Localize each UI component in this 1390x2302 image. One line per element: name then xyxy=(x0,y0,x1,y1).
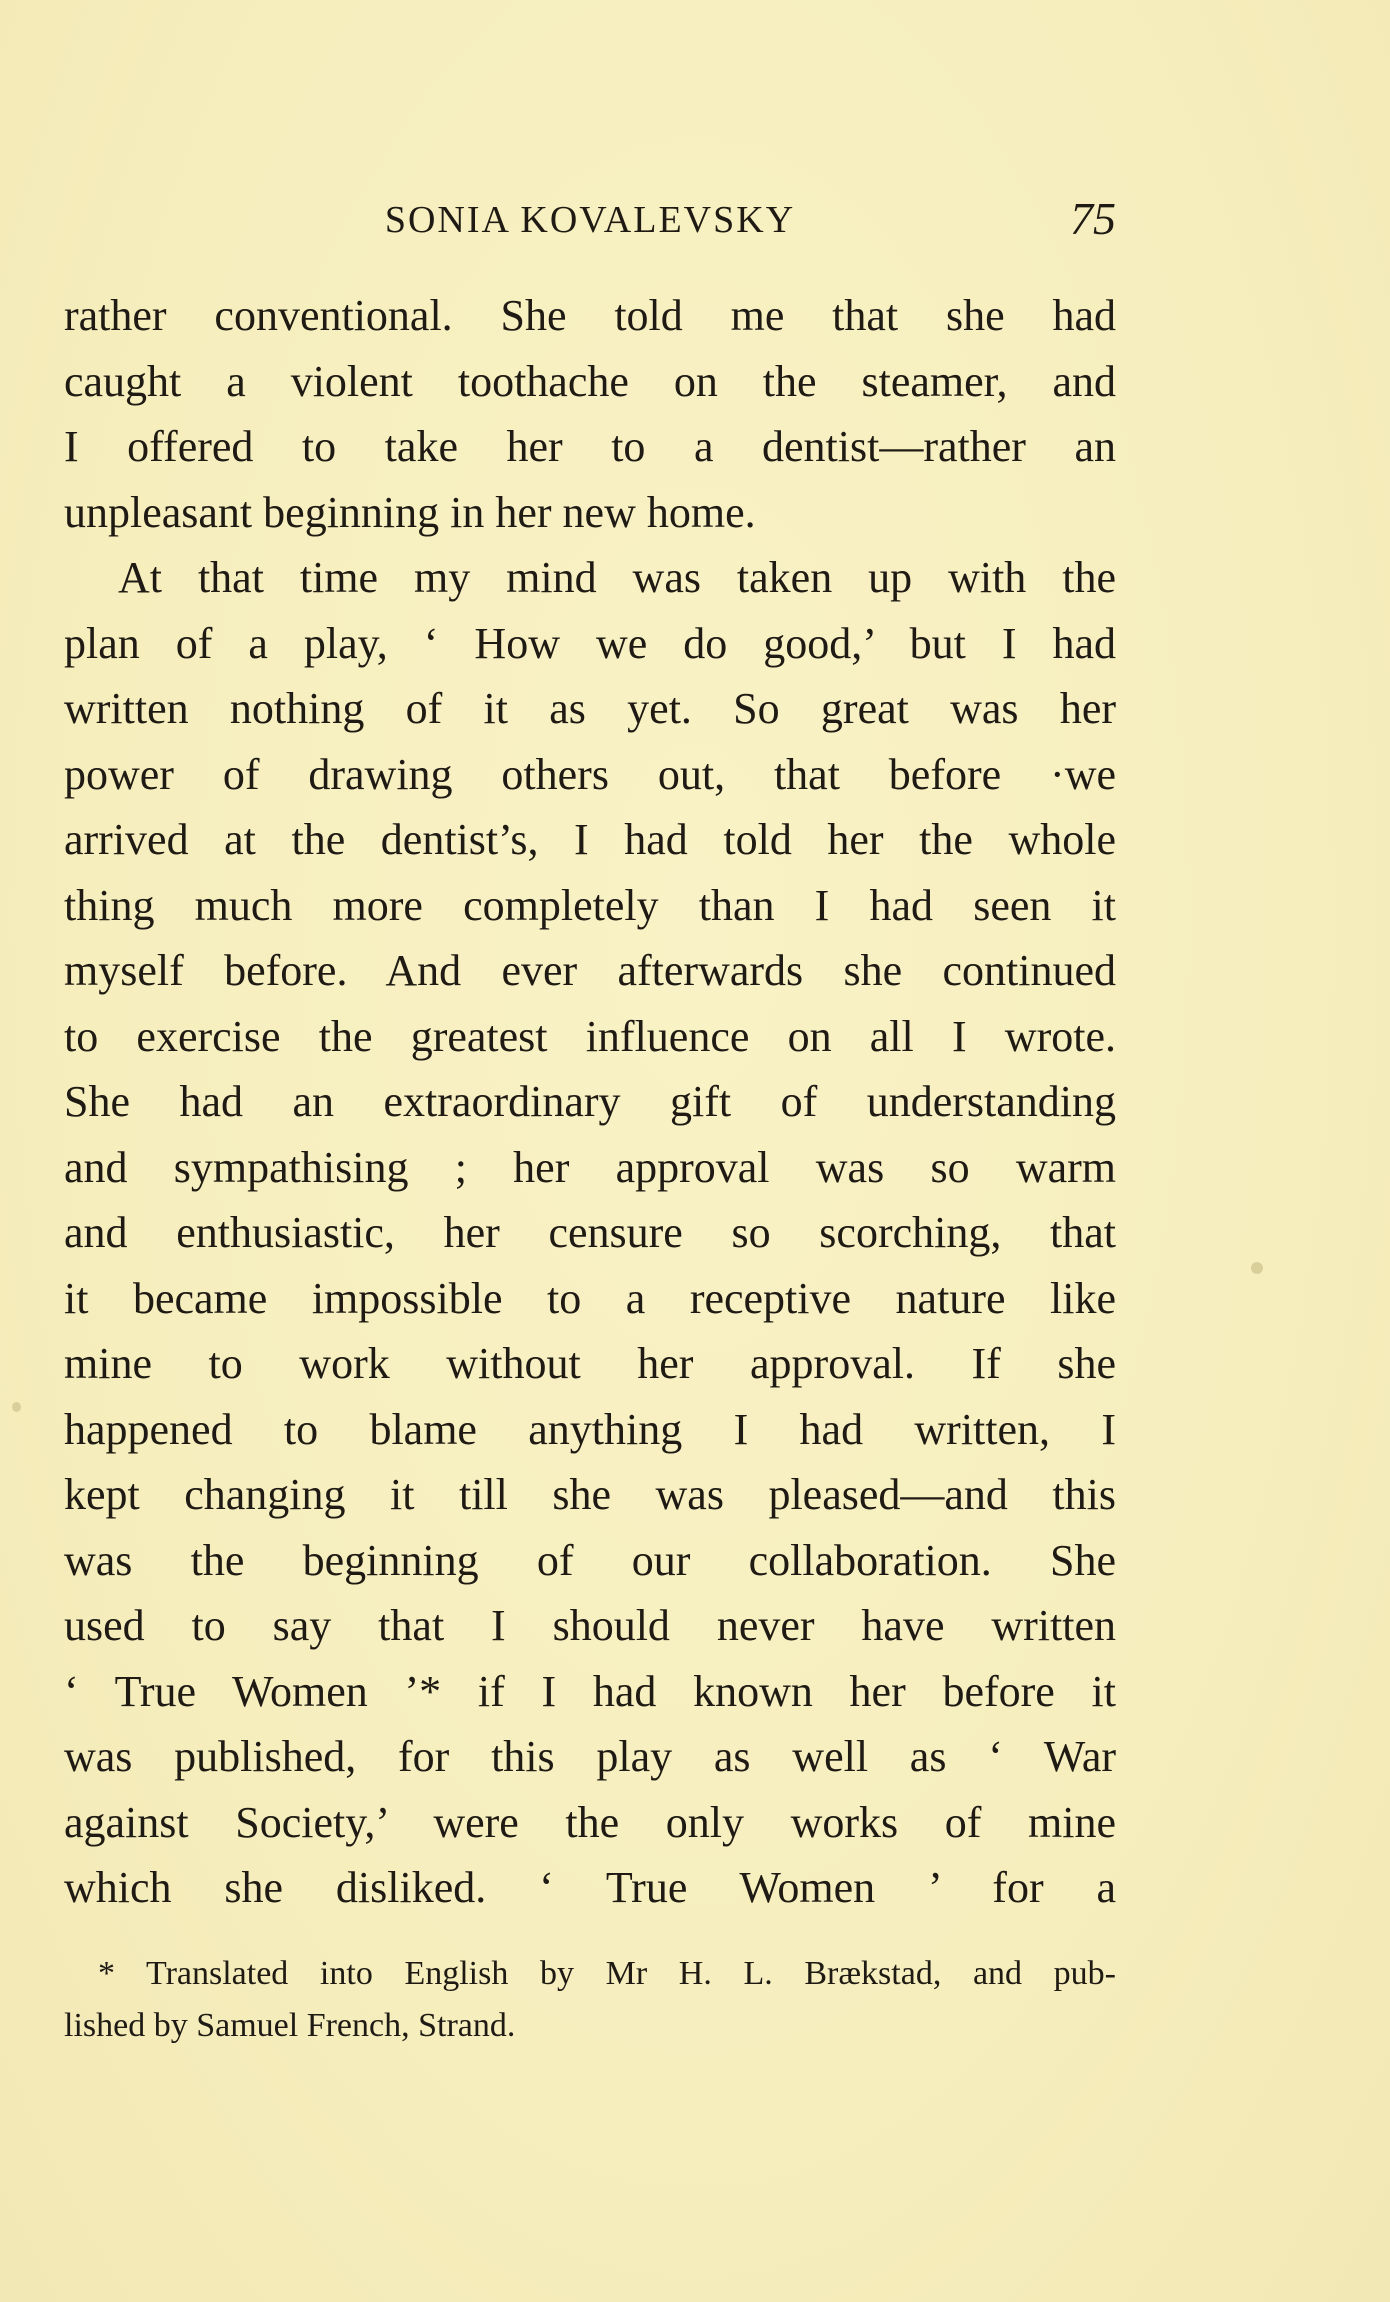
text-line: plan of a play, ‘ How we do good,’ but I had xyxy=(64,618,1116,668)
text-line: unpleasant beginning in her new home. xyxy=(64,487,756,537)
paper-speck xyxy=(12,1402,21,1412)
text-line: I offered to take her to a dentist—rather an xyxy=(64,422,1116,471)
text-line: happened to blame anything I had written, I xyxy=(64,1404,1116,1454)
text-line: She had an extraordinary gift of understanding xyxy=(64,1077,1116,1126)
text-line: against Society,’ were the only works of mine xyxy=(64,1797,1116,1847)
text-line: kept changing it till she was pleased—and this xyxy=(64,1470,1116,1519)
text-line: it became impossible to a receptive nature like xyxy=(64,1273,1116,1323)
footnote xyxy=(64,1948,1116,2052)
text-line: caught a violent toothache on the steamer, and xyxy=(64,356,1116,406)
text-line: to exercise the greatest influence on all I wrote. xyxy=(64,1011,1116,1061)
text-line: mine to work without her approval. If she xyxy=(64,1339,1116,1388)
paper-speck xyxy=(1251,1262,1263,1274)
text-line: written nothing of it as yet. So great was her xyxy=(64,684,1116,733)
page-number: 75 xyxy=(1070,193,1116,244)
text-line: and sympathising ; her approval was so warm xyxy=(64,1142,1116,1192)
running-title: SONIA KOVALEVSKY xyxy=(384,199,796,241)
text-line: and enthusiastic, her censure so scorching, that xyxy=(64,1208,1116,1257)
text-line: At that time my mind was taken up with the xyxy=(118,553,1116,602)
footnote-line: * Translated into English by Mr H. L. Brækstad, and pub- xyxy=(98,1955,1116,1992)
text-line: used to say that I should never have written xyxy=(64,1601,1116,1650)
text-line: was published, for this play as well as ‘ War xyxy=(64,1732,1116,1781)
body-text xyxy=(64,283,1116,1921)
text-line: power of drawing others out, that before ·we xyxy=(64,749,1116,799)
text-line: was the beginning of our collaboration. She xyxy=(64,1535,1116,1585)
text-line: rather conventional. She told me that she had xyxy=(64,291,1116,340)
footnote-line: lished by Samuel French, Strand. xyxy=(64,2007,516,2044)
text-line: myself before. And ever afterwards she continued xyxy=(64,946,1116,995)
text-line: thing much more completely than I had seen it xyxy=(64,880,1116,930)
running-head xyxy=(64,192,1116,252)
text-line: ‘ True Women ’* if I had known her before it xyxy=(64,1666,1116,1716)
text-line: which she disliked. ‘ True Women ’ for a xyxy=(64,1863,1116,1912)
text-line: arrived at the dentist’s, I had told her the whole xyxy=(64,815,1116,864)
